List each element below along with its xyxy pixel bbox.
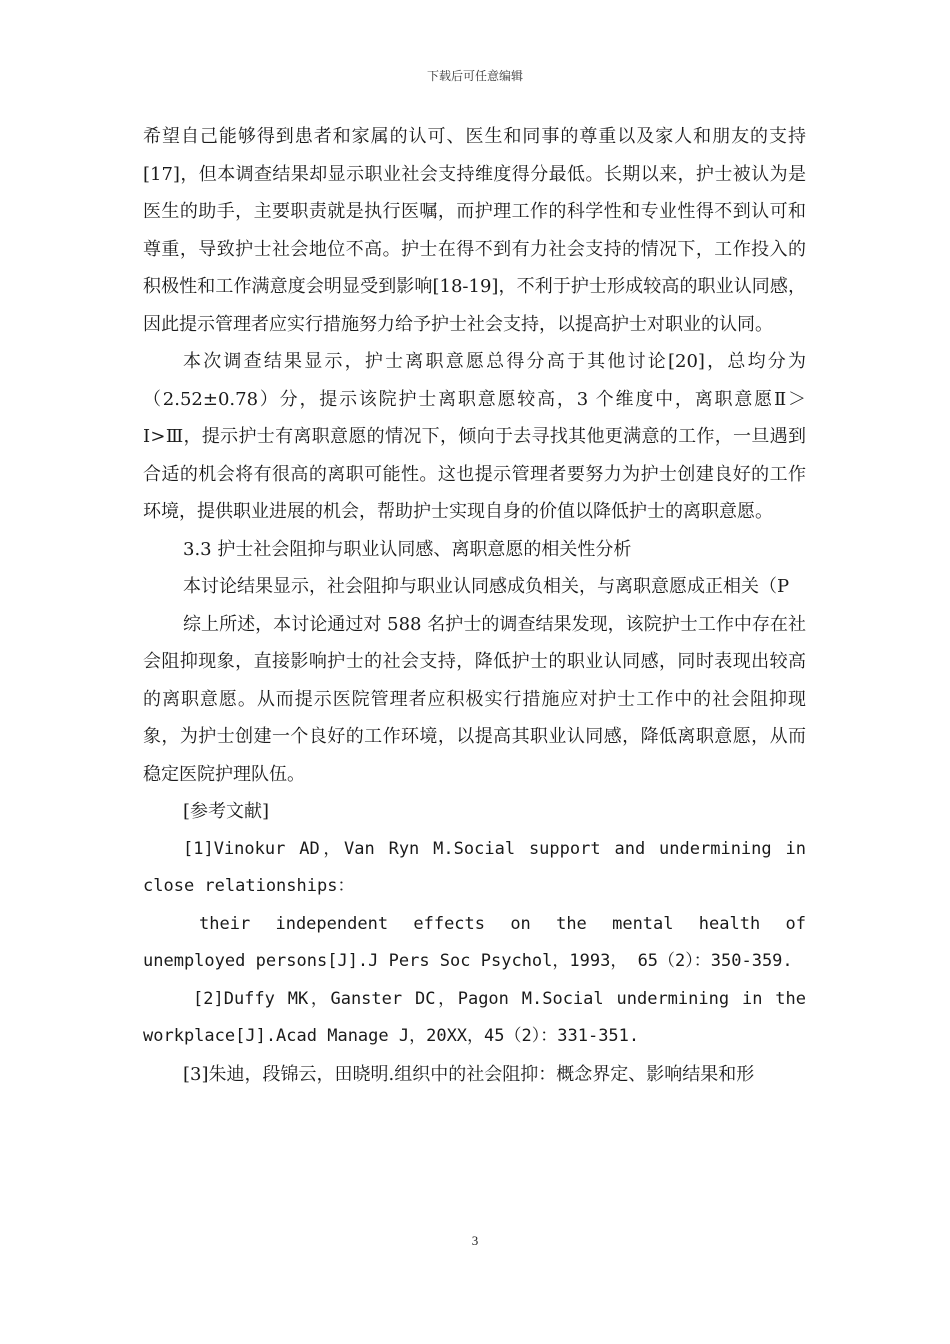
reference-3: [3]朱迪，段锦云，田晓明.组织中的社会阻抑：概念界定、影响结果和形 [183, 1063, 755, 1085]
references-title: [参考文献] [183, 801, 270, 822]
paragraph-correlation: 本讨论结果显示，社会阻抑与职业认同感成负相关，与离职意愿成正相关（P [183, 576, 790, 597]
paragraph-social-support: 希望自己能够得到患者和家属的认可、医生和同事的尊重以及家人和朋友的支持[17]，但本调查结果却显示职业社会支持维度得分最低。长期以来，护士被认为是医生的助手，主要职责就是执行医嘱，而护理工作的科学性和专业性得不到认可和尊重，导致护士社会地位不高。护士在得不到有力社会支持的情况下，工作投入的积极性和工作满意度会明显受到影响[18-19]，不利于护士形成较高的职业认同感，因此提示管理者应实行措施努力给予护士社会支持，以提高护士对职业的认同。 [143, 126, 806, 335]
section-heading-3-3: 3.3 护士社会阻抑与职业认同感、离职意愿的相关性分析 [183, 538, 632, 560]
paragraph-conclusion: 综上所述，本讨论通过对 588 名护士的调查结果发现，该院护士工作中存在社会阻抑现象，直接影响护士的社会支持，降低护士的职业认同感，同时表现出较高的离职意愿。从而提示医院管理者应积极实行措施应对护士工作中的社会阻抑现象，为护士创建一个良好的工作环境，以提高其职业认同感，降低离职意愿，从而稳定医院护理队伍。 [143, 613, 806, 785]
document-body [143, 118, 806, 1093]
paragraph-turnover-intention: 本次调查结果显示，护士离职意愿总得分高于其他讨论[20]，总均分为（2.52±0.78）分，提示该院护士离职意愿较高，3 个维度中，离职意愿Ⅱ＞Ⅰ>Ⅲ，提示护士有离职意愿的情况下，倾向于去寻找其他更满意的工作，一旦遇到合适的机会将有很高的离职可能性。这也提示管理者要努力为护士创建良好的工作环境，提供职业进展的机会，帮助护士实现自身的价值以降低护士的离职意愿。 [143, 351, 806, 522]
reference-2: [2]Duffy MK，Ganster DC，Pagon M.Social undermining in the workplace[J].Acad Manage J，20XX，45（2）：331-351. [143, 988, 806, 1046]
reference-1-part-a: [1]Vinokur AD，Van Ryn M.Social support and undermining in close relationships： [143, 838, 806, 896]
reference-1-part-b: their independent effects on the mental health of unemployed persons[J].J Pers Soc Psychol，1993， 65（2）：350-359. [143, 913, 806, 971]
page-number: 3 [471, 1233, 479, 1248]
page-header: 下载后可任意编辑 [426, 69, 523, 83]
